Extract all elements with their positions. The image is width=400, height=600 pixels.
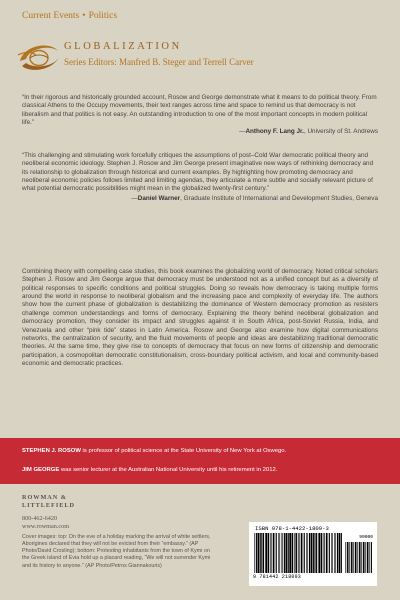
quote-text: “In their rigorous and historically grounded account, Rosow and George demonstrate what it means to do political theory. From classical Athens to the Occupy movements, their text ranges across time and space to remind us that democracy is not liberalism and that politics is not easy. An outstanding introduction to one of the most important concepts in modern political life.”: [22, 94, 377, 127]
quote-attribution: [22, 128, 378, 136]
ean-barcode-bars: [254, 533, 342, 573]
author-name: STEPHEN J. ROSOW: [22, 448, 81, 454]
publisher-name-line-1: ROWMAN &: [22, 494, 67, 501]
quote-author: Anthony F. Lang Jr.: [245, 128, 304, 136]
attribution-dash: —: [239, 128, 246, 136]
quote-affiliation: , Graduate Institute of International and Development Studies, Geneva: [180, 194, 378, 202]
category-separator: •: [82, 11, 86, 21]
swirl-globe-icon: [16, 39, 62, 77]
series-title: GLOBALIZATION: [64, 41, 182, 52]
author-bio-2: [22, 467, 277, 473]
addon-barcode-bars: [345, 542, 373, 573]
quote-attribution: [22, 195, 378, 203]
series-editors: Series Editors: Manfred B. Steger and Terrell Carver: [64, 57, 254, 67]
attribution-dash: —: [131, 194, 138, 202]
author-name: JIM GEORGE: [22, 467, 60, 473]
cover-credits: Cover images: top: On the eve of a holiday marking the arrival of white settlers, Aborigines declared that they will not be evicted from their “embassy.” (AP Photo/David Crosling); bottom: Protesting inhabitants from the town of Kymi on the Greek island of Evia hold up a placard reading, “We will not surrender Kymi and its history to anyone.” (AP Photo/Petros Giannakouris): [22, 534, 211, 569]
price-code: 90000: [359, 535, 373, 540]
category-politics: Politics: [88, 11, 118, 21]
author-bio-text: is professor of political science at the State University of New York at Oswego.: [80, 448, 287, 454]
book-description: Combining theory with compelling case studies, this book examines the globalizing world of democracy. Noted critical scholars Stephen J. Rosow and Jim George argue that democracy must be understood not as a unified concept but as a diversity of political responses to specific conditions and political struggles. Doing so reveals how democracy is taking multiple forms around the world in response to neoliberal globalism and the increasing pace and complexity of everyday life. The authors show how the current phase of globalization is destabilizing the dominance of Western democracy promotion as resisters challenge common understandings and forms of democracy. Explaining the theory behind neoliberal globalization and democracy promotion, they consider its impact and struggles against it in South Africa, post-Soviet Russia, India, and Venezuela and other “pink tide” states in Latin America. Rosow and George also examine how digital communications networks, the centralization of security, and the fluid movements of people and ideas are destabilizing traditional democratic theories. At the same time, they give rise to concepts of democracy that focus on new forms of citizenship and democratic participation, a cosmopolitan democratic constitutionalism, cross-boundary political activism, and local and community-based economic and democratic practices.: [22, 268, 378, 367]
author-bio-1: [22, 448, 286, 454]
isbn-label: ISBN 978-1-4422-1809-3: [255, 525, 329, 532]
category-line: [22, 11, 117, 21]
publisher-name-line-2: LITTLEFIELD: [22, 502, 75, 510]
publisher-phone: 800-462-6420: [22, 514, 58, 522]
quote-text: “This challenging and stimulating work forcefully critiques the assumptions of post–Cold War democratic political theory and neoliberal economic ideology. Stephen J. Rosow and Jim George present imaginative new ways of rethinking democracy and its relationship to globalization through historical and current examples. By highlighting how promoting democracy and neoliberal economic policies follows limited and limiting agendas, they articulate a more subtle and socially relevant picture of what potential democratic possibilities might mean in the globalized twenty-first century.”: [22, 152, 374, 193]
publisher-url: www.rowman.com: [22, 523, 70, 531]
quote-affiliation: , University of St. Andrews: [303, 128, 378, 136]
author-bio-band: [0, 438, 400, 484]
quote-author: Daniel Warner: [137, 194, 181, 202]
publisher-block: [22, 494, 75, 531]
isbn-barcode: [249, 522, 377, 586]
endorsement-quote-2: [22, 152, 378, 203]
author-bio-text: was senior lecturer at the Australian National University until his retirement in 2012.: [59, 467, 278, 473]
category-current-events: Current Events: [22, 11, 80, 21]
ean-digits: 9 781442 218093: [253, 574, 302, 580]
endorsement-quote-1: [22, 94, 378, 137]
